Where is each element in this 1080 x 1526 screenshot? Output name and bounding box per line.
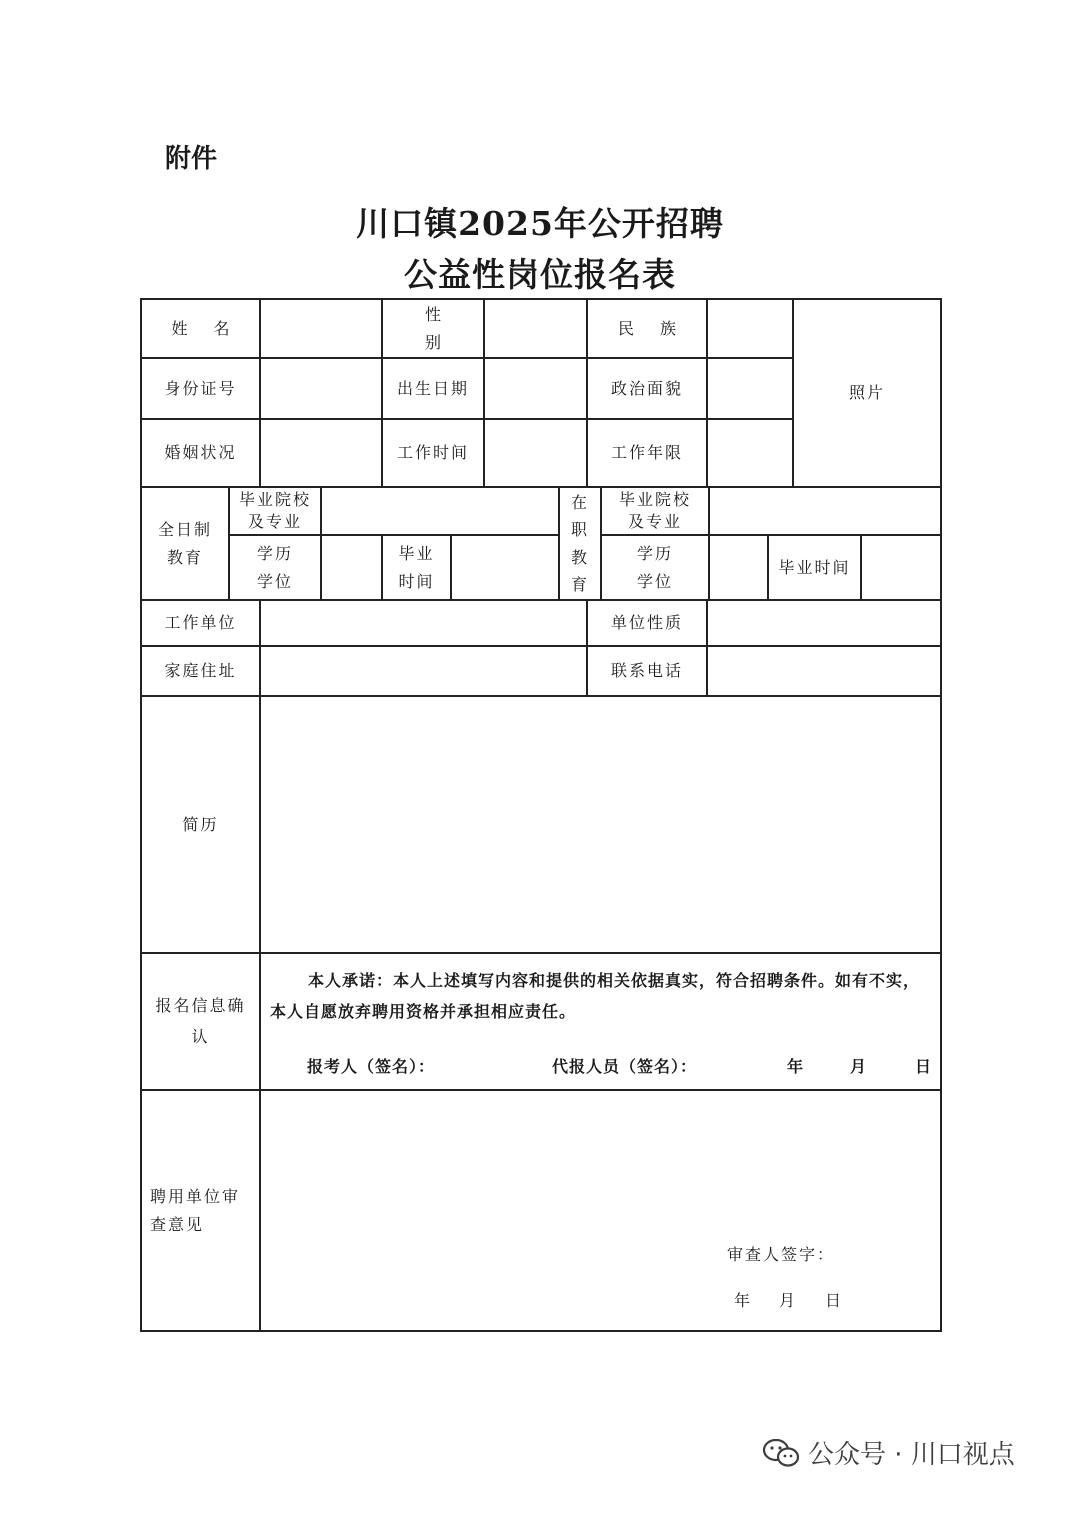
review-day-label: 日: [825, 1291, 844, 1310]
degree2-line2: 学位: [636, 571, 673, 591]
degree-label: [230, 536, 320, 599]
attachment-label: 附件: [165, 144, 218, 174]
review-year-label: 年: [734, 1291, 753, 1310]
grad-time-line2: 时间: [398, 571, 435, 591]
reviewer-signature-label: 审查人签字：: [727, 1245, 836, 1264]
id-number-field[interactable]: [261, 359, 381, 418]
political-status-field[interactable]: [708, 359, 792, 418]
school-major2-field[interactable]: [710, 488, 940, 534]
review-line1: 聘用单位审: [150, 1186, 241, 1206]
gender-field[interactable]: [485, 300, 586, 357]
resume-field[interactable]: [261, 697, 940, 952]
confirm-day-label: 日: [915, 1057, 933, 1076]
school-major-line1: 毕业院校: [238, 490, 311, 510]
review-label: [142, 1091, 259, 1330]
grad-time2-label: 毕业时间: [778, 557, 851, 577]
ethnicity-label: 民族: [617, 318, 702, 338]
school-major2-line1: 毕业院校: [618, 490, 691, 510]
grad-time2-field[interactable]: [862, 536, 940, 599]
degree-line1: 学历: [256, 543, 293, 563]
address-label: 家庭住址: [164, 661, 237, 680]
agent-signature-label: 代报人员（签名）：: [552, 1057, 698, 1076]
degree-line2: 学位: [256, 571, 293, 591]
political-status-label: 政治面貌: [610, 378, 683, 398]
confirm-year-label: 年: [787, 1057, 805, 1076]
grad-time-line1: 毕业: [398, 543, 435, 563]
phone-field[interactable]: [708, 647, 940, 695]
inservice-char: 职: [570, 520, 589, 540]
ethnicity-field[interactable]: [708, 300, 792, 357]
applicant-signature-label: 报考人（签名）：: [307, 1057, 436, 1076]
employer-type-label: 单位性质: [610, 613, 683, 632]
work-years-label: 工作年限: [610, 443, 683, 462]
photo-box[interactable]: 照片: [848, 383, 885, 402]
promise-text: 本人承诺：本人上述填写内容和提供的相关依据真实，符合招聘条件。如有不实，本人自愿放弃聘用资格并承担相应责任。: [270, 971, 921, 1021]
id-number-label: 身份证号: [164, 378, 237, 398]
name-field[interactable]: [261, 300, 381, 357]
employer-field[interactable]: [261, 601, 586, 645]
work-start-label: 工作时间: [396, 443, 469, 462]
birth-date-field[interactable]: [485, 359, 586, 418]
degree2-field[interactable]: [710, 536, 767, 599]
resume-label: 简历: [182, 814, 219, 834]
school-major-line2: 及专业: [247, 512, 302, 531]
fulltime-education-label: [142, 488, 228, 599]
grid-line: [940, 298, 942, 1332]
fulltime-education-line2: 教育: [166, 547, 203, 567]
confirmation-line1: 报名信息确: [155, 996, 246, 1016]
employer-label: 工作单位: [164, 613, 237, 632]
name-label: 姓名: [171, 318, 256, 338]
inservice-char: 教: [570, 547, 589, 567]
inservice-education-label: [560, 488, 600, 599]
phone-label: 联系电话: [610, 661, 683, 680]
form-title-line2: 公益性岗位报名表: [404, 255, 676, 294]
form-title-line1: 川口镇2025年公开招聘: [356, 204, 724, 243]
grad-time-field[interactable]: [452, 536, 558, 599]
degree-field[interactable]: [322, 536, 381, 599]
inservice-char: 育: [570, 574, 589, 594]
grad-time-label: [383, 536, 450, 599]
work-years-field[interactable]: [708, 420, 792, 486]
work-start-field[interactable]: [485, 420, 586, 486]
gender-label: 性别: [424, 304, 467, 352]
fulltime-education-line1: 全日制: [157, 519, 212, 539]
degree2-label: [602, 536, 708, 599]
watermark-text: 公众号 · 川口视点: [808, 1440, 1015, 1470]
degree2-line1: 学历: [636, 543, 673, 563]
school-major-field[interactable]: [322, 488, 558, 534]
birth-date-label: 出生日期: [396, 378, 469, 398]
address-field[interactable]: [261, 647, 586, 695]
confirmation-line2: 认: [191, 1026, 210, 1046]
wechat-icon: [762, 1438, 800, 1468]
watermark: [762, 1434, 1015, 1471]
inservice-char: 在: [570, 493, 589, 513]
marital-status-field[interactable]: [261, 420, 381, 486]
school-major2-line2: 及专业: [627, 512, 682, 531]
confirm-month-label: 月: [850, 1057, 868, 1076]
confirmation-label: [142, 954, 259, 1089]
review-line2: 查意见: [150, 1214, 205, 1234]
school-major-label: [230, 488, 320, 534]
marital-status-label: 婚姻状况: [164, 443, 237, 462]
school-major2-label: [602, 488, 708, 534]
employer-type-field[interactable]: [708, 601, 940, 645]
review-month-label: 月: [779, 1291, 798, 1310]
